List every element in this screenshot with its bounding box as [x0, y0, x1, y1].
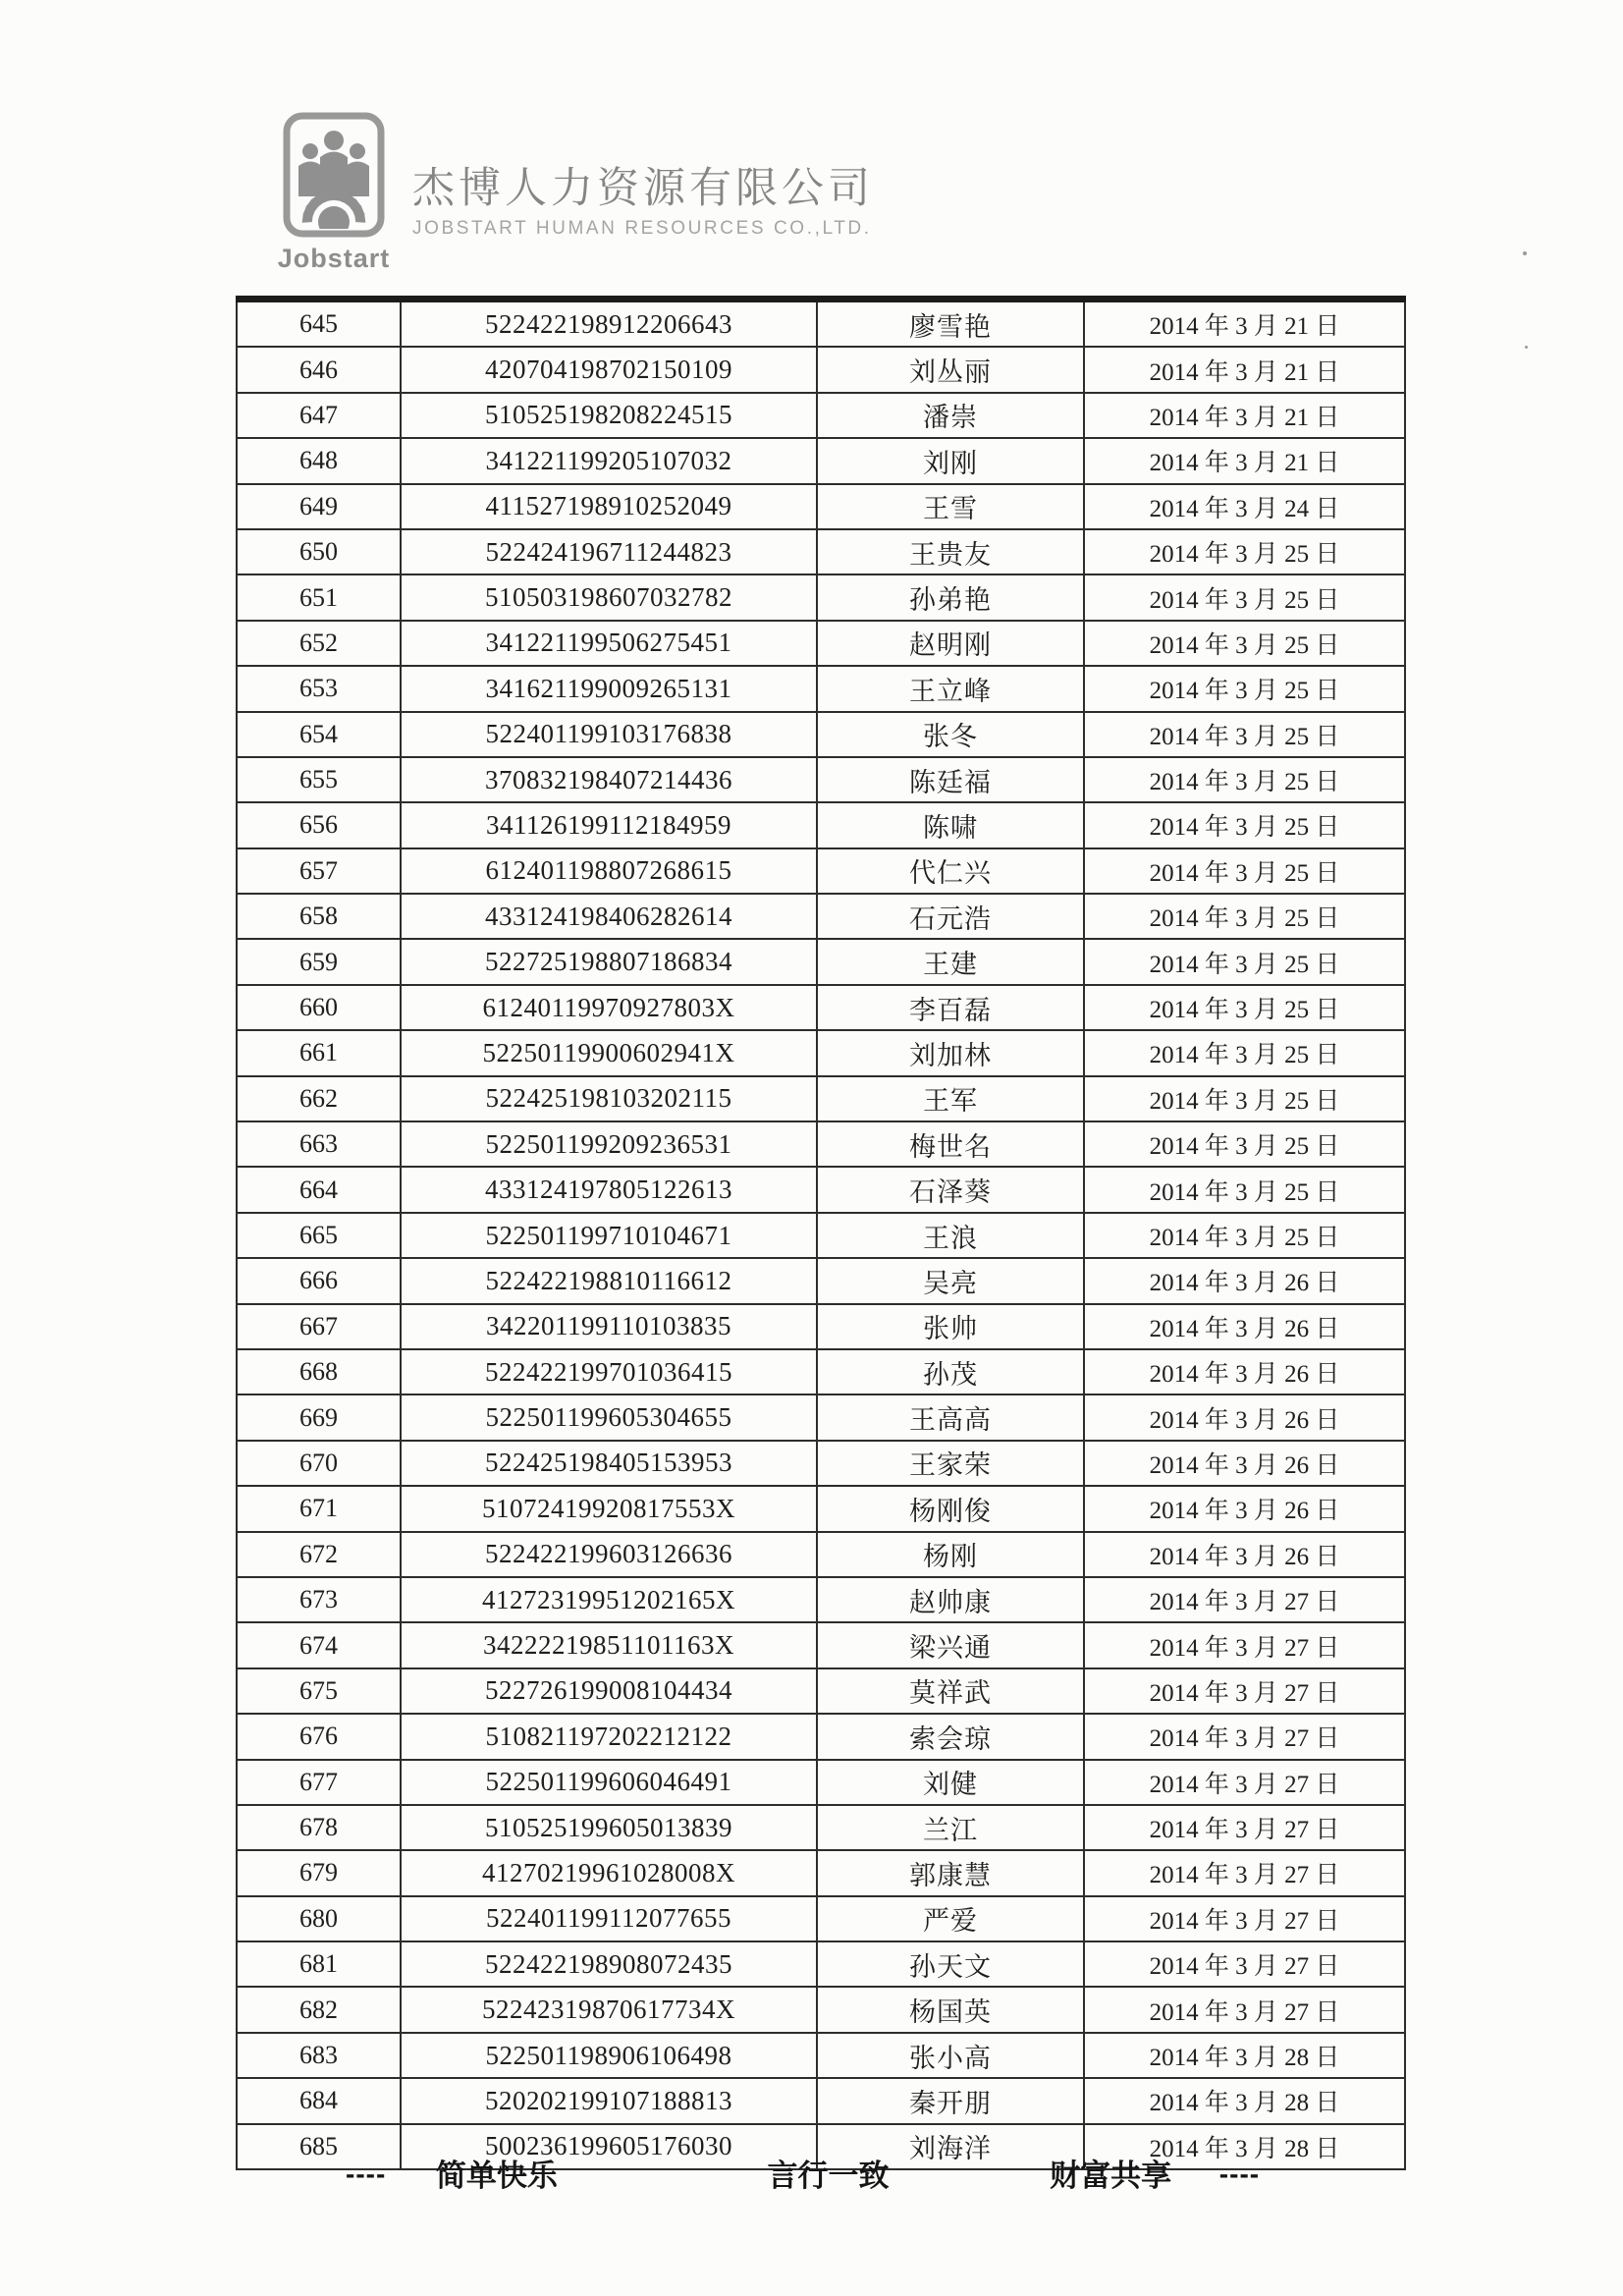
person-name-cell: 梁兴通 — [817, 1622, 1084, 1667]
register-date-cell: 2014 年 3 月 26 日 — [1084, 1304, 1405, 1349]
register-date-cell: 2014 年 3 月 27 日 — [1084, 1987, 1405, 2032]
person-name-cell: 吴亮 — [817, 1258, 1084, 1303]
register-date-cell: 2014 年 3 月 25 日 — [1084, 848, 1405, 894]
footer-dash-right: ---- — [1218, 2159, 1261, 2189]
id-number-cell: 522725198807186834 — [401, 939, 817, 984]
person-name-cell: 孙天文 — [817, 1941, 1084, 1987]
person-name-cell: 石泽葵 — [817, 1167, 1084, 1212]
table-row — [237, 1714, 1405, 1759]
register-date-cell: 2014 年 3 月 25 日 — [1084, 1213, 1405, 1258]
row-number-cell: 677 — [237, 1760, 401, 1805]
id-number-cell: 522726199008104434 — [401, 1668, 817, 1714]
id-number-cell: 41272319951202165X — [401, 1577, 817, 1622]
row-number-cell: 668 — [237, 1349, 401, 1394]
row-number-cell: 659 — [237, 939, 401, 984]
scan-speckle — [1523, 251, 1527, 255]
register-date-cell: 2014 年 3 月 26 日 — [1084, 1486, 1405, 1531]
id-number-cell: 522501199710104671 — [401, 1213, 817, 1258]
register-date-cell: 2014 年 3 月 25 日 — [1084, 574, 1405, 620]
company-name-block — [412, 155, 874, 240]
person-name-cell: 兰江 — [817, 1805, 1084, 1850]
person-name-cell: 赵帅康 — [817, 1577, 1084, 1622]
id-number-cell: 522424196711244823 — [401, 529, 817, 574]
table-row — [237, 529, 1405, 574]
id-number-cell: 510503198607032782 — [401, 574, 817, 620]
register-date-cell: 2014 年 3 月 26 日 — [1084, 1394, 1405, 1440]
table-row — [237, 666, 1405, 711]
register-date-cell: 2014 年 3 月 25 日 — [1084, 529, 1405, 574]
row-number-cell: 666 — [237, 1258, 401, 1303]
person-name-cell: 李百磊 — [817, 985, 1084, 1030]
row-number-cell: 678 — [237, 1805, 401, 1850]
person-name-cell: 张帅 — [817, 1304, 1084, 1349]
people-sunrise-logo-icon — [281, 112, 387, 238]
register-date-cell: 2014 年 3 月 25 日 — [1084, 1076, 1405, 1121]
id-number-cell: 41270219961028008X — [401, 1850, 817, 1895]
person-name-cell: 刘刚 — [817, 438, 1084, 483]
person-name-cell: 潘崇 — [817, 393, 1084, 438]
row-number-cell: 658 — [237, 894, 401, 939]
row-number-cell: 683 — [237, 2033, 401, 2078]
register-date-cell: 2014 年 3 月 25 日 — [1084, 802, 1405, 847]
person-name-cell: 郭康慧 — [817, 1850, 1084, 1895]
footer-slogan-1: 简单快乐 — [435, 2159, 558, 2193]
id-number-cell: 420704198702150109 — [401, 347, 817, 392]
id-number-cell: 433124198406282614 — [401, 894, 817, 939]
table-row — [237, 2078, 1405, 2123]
row-number-cell: 649 — [237, 484, 401, 529]
person-name-cell: 王家荣 — [817, 1441, 1084, 1486]
table-row — [237, 1394, 1405, 1440]
table-row — [237, 1076, 1405, 1121]
id-number-cell: 510525198208224515 — [401, 393, 817, 438]
table-row — [237, 574, 1405, 620]
person-name-cell: 代仁兴 — [817, 848, 1084, 894]
id-number-cell: 522422199701036415 — [401, 1349, 817, 1394]
row-number-cell: 656 — [237, 802, 401, 847]
register-date-cell: 2014 年 3 月 25 日 — [1084, 894, 1405, 939]
register-date-cell: 2014 年 3 月 27 日 — [1084, 1941, 1405, 1987]
person-name-cell: 杨刚俊 — [817, 1486, 1084, 1531]
row-number-cell: 670 — [237, 1441, 401, 1486]
register-date-cell: 2014 年 3 月 25 日 — [1084, 985, 1405, 1030]
person-name-cell: 秦开朋 — [817, 2078, 1084, 2123]
id-number-cell: 342201199110103835 — [401, 1304, 817, 1349]
row-number-cell: 646 — [237, 347, 401, 392]
register-date-cell: 2014 年 3 月 25 日 — [1084, 1121, 1405, 1167]
register-date-cell: 2014 年 3 月 21 日 — [1084, 300, 1405, 348]
register-date-cell: 2014 年 3 月 27 日 — [1084, 1668, 1405, 1714]
id-number-cell: 61240119970927803X — [401, 985, 817, 1030]
person-name-cell: 陈廷福 — [817, 757, 1084, 802]
table-row — [237, 1805, 1405, 1850]
table-row — [237, 438, 1405, 483]
person-name-cell: 王军 — [817, 1076, 1084, 1121]
row-number-cell: 681 — [237, 1941, 401, 1987]
register-date-cell: 2014 年 3 月 26 日 — [1084, 1441, 1405, 1486]
register-date-cell: 2014 年 3 月 21 日 — [1084, 438, 1405, 483]
row-number-cell: 675 — [237, 1668, 401, 1714]
register-date-cell: 2014 年 3 月 28 日 — [1084, 2078, 1405, 2123]
id-number-cell: 522422198810116612 — [401, 1258, 817, 1303]
row-number-cell: 660 — [237, 985, 401, 1030]
register-date-cell: 2014 年 3 月 26 日 — [1084, 1258, 1405, 1303]
id-number-cell: 341221199205107032 — [401, 438, 817, 483]
register-date-cell: 2014 年 3 月 27 日 — [1084, 1805, 1405, 1850]
register-date-cell: 2014 年 3 月 27 日 — [1084, 1714, 1405, 1759]
footer-dash-left: ---- — [346, 2159, 387, 2189]
person-name-cell: 赵明刚 — [817, 621, 1084, 666]
id-number-cell: 510525199605013839 — [401, 1805, 817, 1850]
row-number-cell: 647 — [237, 393, 401, 438]
register-date-cell: 2014 年 3 月 26 日 — [1084, 1532, 1405, 1577]
table-row — [237, 347, 1405, 392]
table-row — [237, 1668, 1405, 1714]
table-row — [237, 1349, 1405, 1394]
row-number-cell: 651 — [237, 574, 401, 620]
register-date-cell: 2014 年 3 月 27 日 — [1084, 1577, 1405, 1622]
row-number-cell: 672 — [237, 1532, 401, 1577]
register-date-cell: 2014 年 3 月 28 日 — [1084, 2124, 1405, 2169]
person-name-cell: 张冬 — [817, 712, 1084, 757]
table-row — [237, 1850, 1405, 1895]
person-name-cell: 王浪 — [817, 1213, 1084, 1258]
id-number-cell: 411527198910252049 — [401, 484, 817, 529]
table-row — [237, 1258, 1405, 1303]
roster-table — [236, 296, 1406, 2170]
person-name-cell: 张小高 — [817, 2033, 1084, 2078]
id-number-cell: 522422198912206643 — [401, 300, 817, 348]
row-number-cell: 652 — [237, 621, 401, 666]
roster-table-body — [237, 300, 1405, 2170]
row-number-cell: 671 — [237, 1486, 401, 1531]
register-date-cell: 2014 年 3 月 21 日 — [1084, 347, 1405, 392]
row-number-cell: 676 — [237, 1714, 401, 1759]
register-date-cell: 2014 年 3 月 24 日 — [1084, 484, 1405, 529]
id-number-cell: 612401198807268615 — [401, 848, 817, 894]
person-name-cell: 石元浩 — [817, 894, 1084, 939]
row-number-cell: 669 — [237, 1394, 401, 1440]
id-number-cell: 522401199112077655 — [401, 1896, 817, 1941]
table-row — [237, 1532, 1405, 1577]
id-number-cell: 34222219851101163X — [401, 1622, 817, 1667]
table-row — [237, 1760, 1405, 1805]
table-row — [237, 1304, 1405, 1349]
table-row — [237, 393, 1405, 438]
table-row — [237, 484, 1405, 529]
table-row — [237, 1987, 1405, 2032]
register-date-cell: 2014 年 3 月 25 日 — [1084, 666, 1405, 711]
footer-slogan-3: 财富共享 — [1050, 2159, 1172, 2193]
register-date-cell: 2014 年 3 月 25 日 — [1084, 939, 1405, 984]
table-row — [237, 1577, 1405, 1622]
register-date-cell: 2014 年 3 月 27 日 — [1084, 1622, 1405, 1667]
table-row — [237, 1622, 1405, 1667]
person-name-cell: 索会琼 — [817, 1714, 1084, 1759]
table-row — [237, 1213, 1405, 1258]
person-name-cell: 刘健 — [817, 1760, 1084, 1805]
register-date-cell: 2014 年 3 月 21 日 — [1084, 393, 1405, 438]
row-number-cell: 663 — [237, 1121, 401, 1167]
id-number-cell: 522425198405153953 — [401, 1441, 817, 1486]
row-number-cell: 679 — [237, 1850, 401, 1895]
table-row — [237, 712, 1405, 757]
table-row — [237, 1167, 1405, 1212]
row-number-cell: 673 — [237, 1577, 401, 1622]
person-name-cell: 王高高 — [817, 1394, 1084, 1440]
person-name-cell: 陈啸 — [817, 802, 1084, 847]
person-name-cell: 刘加林 — [817, 1030, 1084, 1075]
row-number-cell: 653 — [237, 666, 401, 711]
table-row — [237, 1486, 1405, 1531]
row-number-cell: 648 — [237, 438, 401, 483]
row-number-cell: 684 — [237, 2078, 401, 2123]
person-name-cell: 刘丛丽 — [817, 347, 1084, 392]
person-name-cell: 王建 — [817, 939, 1084, 984]
table-row — [237, 939, 1405, 984]
register-date-cell: 2014 年 3 月 25 日 — [1084, 1167, 1405, 1212]
table-row — [237, 848, 1405, 894]
register-date-cell: 2014 年 3 月 25 日 — [1084, 757, 1405, 802]
register-date-cell: 2014 年 3 月 25 日 — [1084, 621, 1405, 666]
scan-speckle — [1525, 346, 1528, 349]
id-number-cell: 370832198407214436 — [401, 757, 817, 802]
row-number-cell: 662 — [237, 1076, 401, 1121]
person-name-cell: 梅世名 — [817, 1121, 1084, 1167]
person-name-cell: 廖雪艳 — [817, 300, 1084, 348]
id-number-cell: 341126199112184959 — [401, 802, 817, 847]
register-date-cell: 2014 年 3 月 26 日 — [1084, 1349, 1405, 1394]
table-row — [237, 985, 1405, 1030]
id-number-cell: 433124197805122613 — [401, 1167, 817, 1212]
row-number-cell: 685 — [237, 2124, 401, 2169]
id-number-cell: 522425198103202115 — [401, 1076, 817, 1121]
id-number-cell: 500236199605176030 — [401, 2124, 817, 2169]
id-number-cell: 341621199009265131 — [401, 666, 817, 711]
table-row — [237, 1121, 1405, 1167]
company-logo — [276, 112, 392, 274]
table-row — [237, 1896, 1405, 1941]
row-number-cell: 667 — [237, 1304, 401, 1349]
row-number-cell: 654 — [237, 712, 401, 757]
register-date-cell: 2014 年 3 月 25 日 — [1084, 1030, 1405, 1075]
table-row — [237, 1941, 1405, 1987]
person-name-cell: 严爱 — [817, 1896, 1084, 1941]
id-number-cell: 510821197202212122 — [401, 1714, 817, 1759]
row-number-cell: 645 — [237, 300, 401, 348]
footer-slogans — [346, 2151, 1260, 2195]
row-number-cell: 682 — [237, 1987, 401, 2032]
table-row — [237, 1030, 1405, 1075]
id-number-cell: 52250119900602941X — [401, 1030, 817, 1075]
table-row — [237, 300, 1405, 348]
table-row — [237, 894, 1405, 939]
table-row — [237, 802, 1405, 847]
id-number-cell: 522501198906106498 — [401, 2033, 817, 2078]
row-number-cell: 664 — [237, 1167, 401, 1212]
id-number-cell: 520202199107188813 — [401, 2078, 817, 2123]
id-number-cell: 52242319870617734X — [401, 1987, 817, 2032]
row-number-cell: 680 — [237, 1896, 401, 1941]
table-row — [237, 2033, 1405, 2078]
person-name-cell: 王雪 — [817, 484, 1084, 529]
id-number-cell: 522422199603126636 — [401, 1532, 817, 1577]
person-name-cell: 莫祥武 — [817, 1668, 1084, 1714]
logo-brand-text: Jobstart — [277, 244, 391, 273]
person-name-cell: 孙弟艳 — [817, 574, 1084, 620]
person-name-cell: 刘海洋 — [817, 2124, 1084, 2169]
id-number-cell: 522501199606046491 — [401, 1760, 817, 1805]
register-date-cell: 2014 年 3 月 27 日 — [1084, 1896, 1405, 1941]
register-date-cell: 2014 年 3 月 25 日 — [1084, 712, 1405, 757]
row-number-cell: 650 — [237, 529, 401, 574]
company-name-en: JOBSTART HUMAN RESOURCES CO.,LTD. — [412, 218, 872, 239]
id-number-cell: 522401199103176838 — [401, 712, 817, 757]
footer-slogan-2: 言行一致 — [767, 2159, 890, 2193]
register-date-cell: 2014 年 3 月 27 日 — [1084, 1760, 1405, 1805]
person-name-cell: 杨国英 — [817, 1987, 1084, 2032]
table-row — [237, 757, 1405, 802]
table-row — [237, 1441, 1405, 1486]
person-name-cell: 王立峰 — [817, 666, 1084, 711]
id-number-cell: 51072419920817553X — [401, 1486, 817, 1531]
row-number-cell: 674 — [237, 1622, 401, 1667]
person-name-cell: 王贵友 — [817, 529, 1084, 574]
row-number-cell: 665 — [237, 1213, 401, 1258]
id-number-cell: 522501199209236531 — [401, 1121, 817, 1167]
row-number-cell: 661 — [237, 1030, 401, 1075]
row-number-cell: 655 — [237, 757, 401, 802]
id-number-cell: 341221199506275451 — [401, 621, 817, 666]
register-date-cell: 2014 年 3 月 28 日 — [1084, 2033, 1405, 2078]
row-number-cell: 657 — [237, 848, 401, 894]
person-name-cell: 杨刚 — [817, 1532, 1084, 1577]
register-date-cell: 2014 年 3 月 27 日 — [1084, 1850, 1405, 1895]
id-number-cell: 522501199605304655 — [401, 1394, 817, 1440]
company-name-cn: 杰博人力资源有限公司 — [412, 165, 874, 212]
table-row — [237, 621, 1405, 666]
id-number-cell: 522422198908072435 — [401, 1941, 817, 1987]
person-name-cell: 孙茂 — [817, 1349, 1084, 1394]
